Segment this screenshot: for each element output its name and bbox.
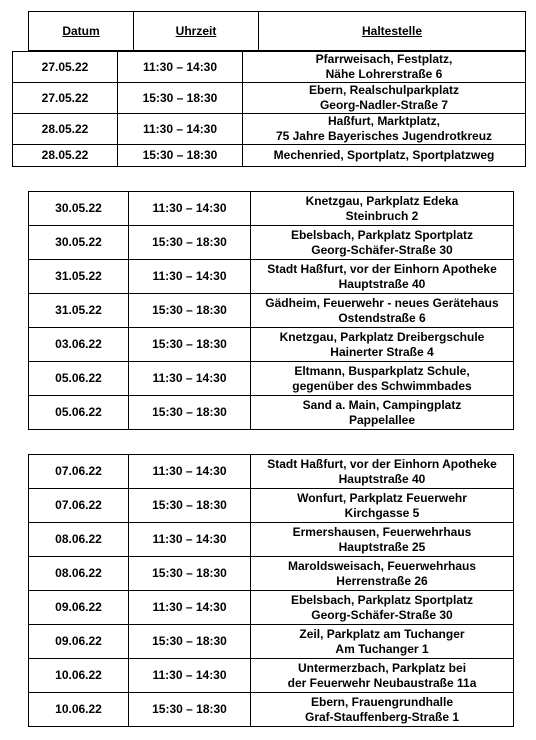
- table-row: [13, 145, 526, 167]
- table-row: [29, 260, 514, 294]
- table-row: [29, 523, 514, 557]
- location-line: Stadt Haßfurt, vor der Einhorn Apotheke: [267, 261, 497, 276]
- date-cell: 28.05.22: [13, 145, 118, 167]
- location-line: Ebelsbach, Parkplatz Sportplatz: [290, 227, 474, 242]
- location-line: Zeil, Parkplatz am Tuchanger: [299, 626, 465, 641]
- location-line: Nähe Lohrerstraße 6: [325, 67, 443, 81]
- schedule-group-1: [12, 51, 526, 167]
- location-cell: [251, 362, 514, 396]
- location-line: Pappelallee: [348, 412, 416, 427]
- table-row: [29, 192, 514, 226]
- date-cell: 05.06.22: [29, 396, 129, 430]
- header-row: [29, 12, 526, 51]
- location-cell: [243, 145, 526, 167]
- table-row: [29, 328, 514, 362]
- table-row: [13, 83, 526, 114]
- location-line: Hainerter Straße 4: [330, 344, 434, 359]
- table-row: [13, 52, 526, 83]
- date-cell: 09.06.22: [29, 591, 129, 625]
- schedule-header-table: [28, 11, 526, 51]
- location-line: 75 Jahre Bayerisches Jugendrotkreuz: [275, 129, 493, 143]
- time-cell: 11:30 – 14:30: [118, 52, 243, 83]
- location-cell: [251, 226, 514, 260]
- table-row: [29, 659, 514, 693]
- location-line: Hauptstraße 40: [338, 276, 426, 291]
- location-line: Am Tuchanger 1: [335, 641, 429, 656]
- header-uhrzeit: Uhrzeit: [134, 12, 259, 51]
- location-cell: [243, 52, 526, 83]
- date-cell: 27.05.22: [13, 52, 118, 83]
- location-line: der Feuerwehr Neubaustraße 11a: [287, 675, 477, 690]
- date-cell: 08.06.22: [29, 523, 129, 557]
- date-cell: 03.06.22: [29, 328, 129, 362]
- location-line: Kirchgasse 5: [344, 505, 420, 520]
- location-cell: [251, 591, 514, 625]
- date-cell: 31.05.22: [29, 294, 129, 328]
- location-cell: [251, 260, 514, 294]
- time-cell: 15:30 – 18:30: [118, 145, 243, 167]
- time-cell: 11:30 – 14:30: [129, 455, 251, 489]
- location-line: Ermershausen, Feuerwehrhaus: [292, 524, 472, 539]
- location-line: Knetzgau, Parkplatz Edeka: [305, 193, 459, 208]
- time-cell: 11:30 – 14:30: [129, 362, 251, 396]
- location-cell: [251, 659, 514, 693]
- time-cell: 15:30 – 18:30: [129, 226, 251, 260]
- schedule-group-2: [28, 191, 514, 430]
- time-cell: 11:30 – 14:30: [129, 260, 251, 294]
- location-cell: [251, 523, 514, 557]
- location-line: Mechenried, Sportplatz, Sportplatzweg: [273, 148, 495, 162]
- location-cell: [243, 114, 526, 145]
- time-cell: 15:30 – 18:30: [129, 693, 251, 727]
- header-datum: Datum: [29, 12, 134, 51]
- schedule-group-3: [28, 454, 514, 727]
- location-line: Knetzgau, Parkplatz Dreibergschule: [279, 329, 485, 344]
- location-line: Eltmann, Busparkplatz Schule,: [294, 363, 470, 378]
- location-line: Pfarrweisach, Festplatz,: [315, 52, 453, 66]
- location-line: Graf-Stauffenberg-Straße 1: [304, 709, 460, 724]
- location-cell: [251, 693, 514, 727]
- header-haltestelle: Haltestelle: [259, 12, 526, 51]
- time-cell: 11:30 – 14:30: [129, 659, 251, 693]
- location-line: Herrenstraße 26: [336, 573, 428, 588]
- location-cell: [251, 396, 514, 430]
- date-cell: 30.05.22: [29, 192, 129, 226]
- time-cell: 15:30 – 18:30: [129, 489, 251, 523]
- location-cell: [251, 455, 514, 489]
- location-line: Ostendstraße 6: [338, 310, 426, 325]
- table-row: [29, 362, 514, 396]
- location-line: Gädheim, Feuerwehr - neues Gerätehaus: [265, 295, 499, 310]
- location-line: Maroldsweisach, Feuerwehrhaus: [287, 558, 477, 573]
- time-cell: 15:30 – 18:30: [129, 557, 251, 591]
- location-cell: [251, 557, 514, 591]
- table-row: [29, 693, 514, 727]
- location-cell: [251, 294, 514, 328]
- table-row: [29, 557, 514, 591]
- location-line: Georg-Schäfer-Straße 30: [311, 242, 453, 257]
- date-cell: 08.06.22: [29, 557, 129, 591]
- table-row: [29, 625, 514, 659]
- location-cell: [251, 192, 514, 226]
- location-line: Georg-Nadler-Straße 7: [319, 98, 449, 112]
- date-cell: 31.05.22: [29, 260, 129, 294]
- time-cell: 15:30 – 18:30: [129, 294, 251, 328]
- time-cell: 11:30 – 14:30: [129, 591, 251, 625]
- time-cell: 11:30 – 14:30: [129, 192, 251, 226]
- location-line: Hauptstraße 40: [338, 471, 426, 486]
- location-line: Wonfurt, Parkplatz Feuerwehr: [297, 490, 467, 505]
- location-line: Georg-Schäfer-Straße 30: [311, 607, 453, 622]
- time-cell: 15:30 – 18:30: [129, 396, 251, 430]
- date-cell: 07.06.22: [29, 455, 129, 489]
- date-cell: 27.05.22: [13, 83, 118, 114]
- time-cell: 11:30 – 14:30: [129, 523, 251, 557]
- location-line: Ebern, Frauengrundhalle: [310, 694, 454, 709]
- date-cell: 10.06.22: [29, 693, 129, 727]
- date-cell: 10.06.22: [29, 659, 129, 693]
- table-row: [29, 489, 514, 523]
- time-cell: 15:30 – 18:30: [118, 83, 243, 114]
- location-line: Steinbruch 2: [345, 208, 419, 223]
- location-cell: [243, 83, 526, 114]
- location-line: Stadt Haßfurt, vor der Einhorn Apotheke: [267, 456, 497, 471]
- table-row: [29, 396, 514, 430]
- location-line: Haßfurt, Marktplatz,: [327, 114, 440, 128]
- location-cell: [251, 625, 514, 659]
- location-cell: [251, 328, 514, 362]
- date-cell: 30.05.22: [29, 226, 129, 260]
- time-cell: 15:30 – 18:30: [129, 625, 251, 659]
- table-row: [13, 114, 526, 145]
- date-cell: 09.06.22: [29, 625, 129, 659]
- location-line: Ebelsbach, Parkplatz Sportplatz: [290, 592, 474, 607]
- date-cell: 28.05.22: [13, 114, 118, 145]
- table-row: [29, 294, 514, 328]
- date-cell: 07.06.22: [29, 489, 129, 523]
- location-cell: [251, 489, 514, 523]
- date-cell: 05.06.22: [29, 362, 129, 396]
- location-line: Hauptstraße 25: [338, 539, 426, 554]
- table-row: [29, 455, 514, 489]
- location-line: Ebern, Realschulparkplatz: [308, 83, 460, 97]
- time-cell: 11:30 – 14:30: [118, 114, 243, 145]
- table-row: [29, 226, 514, 260]
- table-row: [29, 591, 514, 625]
- time-cell: 15:30 – 18:30: [129, 328, 251, 362]
- location-line: gegenüber des Schwimmbades: [292, 378, 472, 393]
- location-line: Untermerzbach, Parkplatz bei: [297, 660, 467, 675]
- location-line: Sand a. Main, Campingplatz: [302, 397, 462, 412]
